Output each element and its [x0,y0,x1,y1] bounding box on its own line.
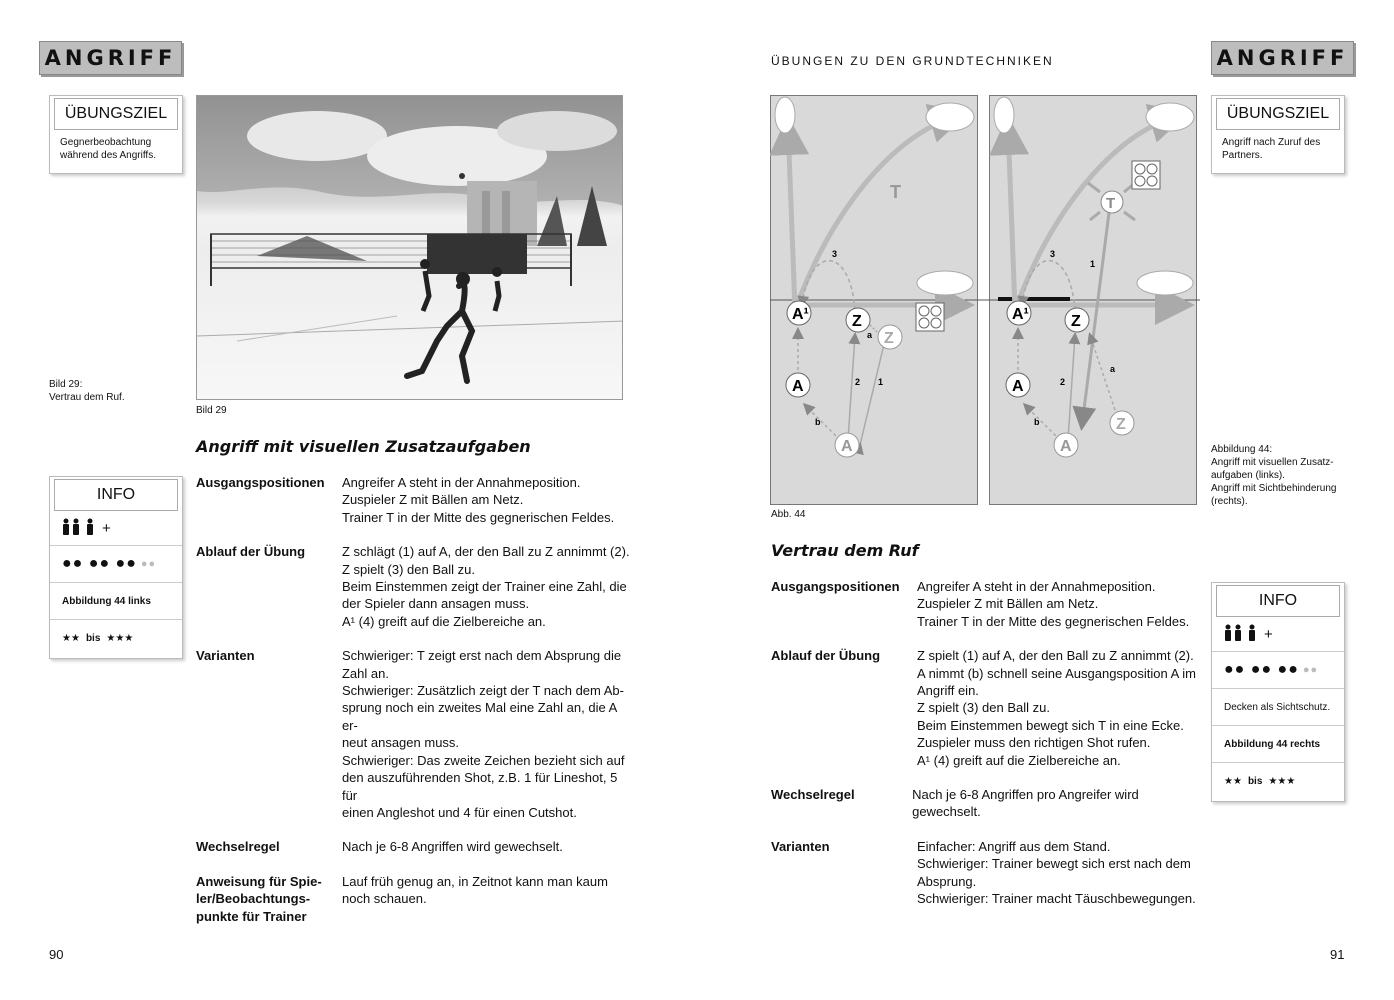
sections-right [771,578,1201,908]
text-line: Schwieriger: T zeigt erst nach dem Absprung die [341,648,622,664]
section-label [196,873,342,925]
beach-volleyball-photo [196,95,623,400]
letter-a: a [1110,364,1116,374]
difficulty-row [1212,762,1344,799]
photo-illustration [197,96,623,400]
text-line: Lauf früh genug an, in Zeitnot kann man kaum [342,873,608,889]
attacker-label: A [792,378,804,395]
goal-line: während des Angriffs. [60,150,156,161]
text-line: Zuspieler Z mit Bällen am Netz. [917,596,1099,612]
difficulty-row [50,619,182,656]
text-line: Schwieriger: Zusätzlich zeigt der T nach dem Ab- [341,683,624,699]
figure-caption: Abb. 44 [771,509,806,520]
letter-b: b [815,417,821,427]
info-box-title: INFO [54,479,178,511]
text-line: Zahl an. [341,665,389,681]
text-line: Angreifer A steht in der Annahmeposition. [917,579,1156,594]
caption-line: Abbildung 44: [1211,444,1273,455]
text-line: Z spielt (3) den Ball zu. [342,561,475,577]
section-text [342,543,630,630]
caption-line: Vertrau dem Ruf. [49,392,125,403]
sections-left [196,474,636,925]
intensity-row [50,545,182,582]
section-text [342,873,608,925]
text-line: Beim Einstemmen bewegt sich T in eine Ecke. [917,717,1184,733]
attacker-a1-label: A¹ [1012,306,1029,323]
player-icons [1224,624,1260,645]
section-text [912,786,1201,821]
photo-side-caption [49,378,189,404]
setter-label: Z [1071,313,1081,330]
section-text [342,838,563,855]
court-diagram [770,95,1200,505]
setter-label: Z [852,313,862,330]
text-line: A¹ (4) greift auf die Zielbereiche an. [342,613,546,629]
label-line: ler/Beobachtungs- [196,891,311,907]
difficulty-word: bis [85,632,101,644]
text-line: noch schauen. [342,891,427,907]
caption-line: Bild 29: [49,379,83,390]
players-plus: + [1264,625,1273,643]
text-line: Trainer T in der Mitte des gegnerischen Feldes. [917,613,1190,629]
text-line: Z schlägt (1) auf A, der den Ball zu Z annimmt (2). [342,544,630,560]
player-icons [62,518,98,539]
text-line: neut ansagen muss. [341,735,460,751]
info-box-left [49,476,183,659]
intensity-dots: ●● ●● ●● [1224,661,1299,678]
intensity-dots: ●● ●● ●● [62,555,137,572]
text-line: Zuspieler Z mit Bällen am Netz. [342,492,524,508]
section-label: Varianten [771,838,830,854]
attacker-gray-label: A [841,438,853,455]
setter-gray-label: Z [884,330,894,347]
players-row [50,511,182,545]
number-2: 2 [855,377,861,387]
goal-box-right [1211,95,1345,174]
intensity-dots-light: ●● [1302,664,1319,676]
section-rotation-rule [196,838,636,855]
text-line: Schwieriger: Das zweite Zeichen bezieht sich auf [341,752,625,768]
exercise-title-left: Angriff mit visuellen Zusatzaufgaben [196,437,531,456]
number-3: 3 [832,249,838,259]
text-line: sprung noch ein zweites Mal eine Zahl an, die A er- [341,700,617,733]
text-line: Einfacher: Angriff aus dem Stand. [917,838,1111,854]
figure-ref-row: Abbildung 44 links [50,582,182,619]
section-start-positions [771,578,1201,630]
section-variants [196,647,636,821]
goal-box-text [1212,130,1344,168]
text-line: Angriff ein. [917,683,979,699]
star-icon: ★★ [1224,775,1242,787]
text-line: Trainer T in der Mitte des gegnerischen Feldes. [342,509,615,525]
text-line: der Spieler dann ansagen muss. [342,596,530,612]
section-rotation-rule [771,786,1201,821]
caption-line: (rechts). [1211,496,1248,507]
number-3: 3 [1050,249,1056,259]
figure-44 [770,95,1200,505]
number-1: 1 [878,377,884,387]
text-line: A nimmt (b) schnell seine Ausgangsposition A im [917,665,1196,681]
text-line: Schwieriger: Trainer macht Täuschbewegungen. [917,891,1196,907]
players-row [1212,617,1344,651]
intensity-dots-light: ●● [140,558,157,570]
attacker-a1-label: A¹ [792,306,809,323]
section-label: Ablauf der Übung [196,544,306,560]
text-line: Schwieriger: Trainer bewegt sich erst nach dem [917,856,1191,872]
text-line: den auszuführenden Shot, z.B. 1 für Lineshot, 5 für [341,770,618,803]
section-text [917,647,1196,769]
players-plus: + [102,519,111,537]
caption-line: aufgaben (links). [1211,470,1285,481]
note-row: Decken als Sichtschutz. [1212,688,1344,725]
section-procedure [771,647,1201,769]
goal-box-left [49,95,183,174]
letter-a: a [867,330,873,340]
exercise-title-right: Vertrau dem Ruf [771,541,919,560]
section-start-positions [196,474,636,526]
goal-box-text [50,130,182,168]
text-line: einen Angleshot und 4 für einen Cutshot. [341,804,577,820]
section-label: Wechselregel [196,839,280,855]
section-label: Wechselregel [771,787,855,803]
section-label: Varianten [196,648,255,664]
chapter-tab-right: ANGRIFF [1211,41,1354,75]
text-line: Absprung. [917,873,977,889]
section-text [917,578,1189,630]
goal-line: Partners. [1222,150,1263,161]
intensity-row [1212,651,1344,688]
number-1: 1 [1090,259,1096,269]
caption-line: Angriff mit Sichtbehinderung [1211,483,1337,494]
info-box-right [1211,582,1345,802]
photo-caption: Bild 29 [196,405,227,416]
text-line: A¹ (4) greift auf die Zielbereiche an. [917,752,1121,768]
players-icon [62,518,98,536]
section-label: Ausgangspositionen [771,579,900,594]
section-instructions [196,873,636,925]
section-procedure [196,543,636,630]
info-box-title: INFO [1216,585,1340,617]
figure-side-caption [1211,443,1351,508]
section-text [917,838,1196,908]
goal-box-title: ÜBUNGSZIEL [1216,98,1340,130]
letter-b: b [1034,417,1040,427]
running-header: ÜBUNGEN ZU DEN GRUNDTECHNIKEN [771,54,1054,68]
text-line: Z spielt (1) auf A, der den Ball zu Z annimmt (2). [917,648,1194,664]
star-icon: ★★ [62,632,80,644]
section-label: Ablauf der Übung [771,648,881,664]
setter-gray-label: Z [1116,416,1126,433]
goal-line: Gegnerbeobachtung [60,137,152,148]
section-label: Ausgangspositionen [196,475,325,490]
number-2: 2 [1060,377,1066,387]
star-icon: ★★★ [1268,775,1296,787]
difficulty-word: bis [1247,775,1263,787]
trainer-moving-label: T [1106,195,1116,212]
goal-line: Angriff nach Zuruf des [1222,137,1321,148]
chapter-tab-left: ANGRIFF [39,41,182,75]
trainer-label: T [890,182,901,202]
text-line: Z spielt (3) den Ball zu. [917,700,1050,716]
attacker-gray-label: A [1060,438,1072,455]
text-line: Nach je 6-8 Angriffen pro Angreifer wird gewechselt. [912,787,1139,820]
label-line: punkte für Trainer [196,908,307,924]
text-line: Beim Einstemmen zeigt der Trainer eine Zahl, die [342,579,627,595]
attacker-label: A [1012,378,1024,395]
star-icon: ★★★ [106,632,134,644]
figure-ref-row: Abbildung 44 rechts [1212,725,1344,762]
caption-line: Angriff mit visuellen Zusatz- [1211,457,1334,468]
text-line: Angreifer A steht in der Annahmeposition. [342,475,581,490]
text-line: Nach je 6-8 Angriffen wird gewechselt. [342,839,563,855]
text-line: Zuspieler muss den richtigen Shot rufen. [917,735,1151,751]
page-number-left: 90 [49,947,64,962]
players-icon [1224,624,1260,642]
section-variants [771,838,1201,908]
section-text [342,647,636,821]
label-line: Anweisung für Spie- [196,873,322,889]
page-number-right: 91 [1330,947,1345,962]
section-text [342,474,614,526]
goal-box-title: ÜBUNGSZIEL [54,98,178,130]
